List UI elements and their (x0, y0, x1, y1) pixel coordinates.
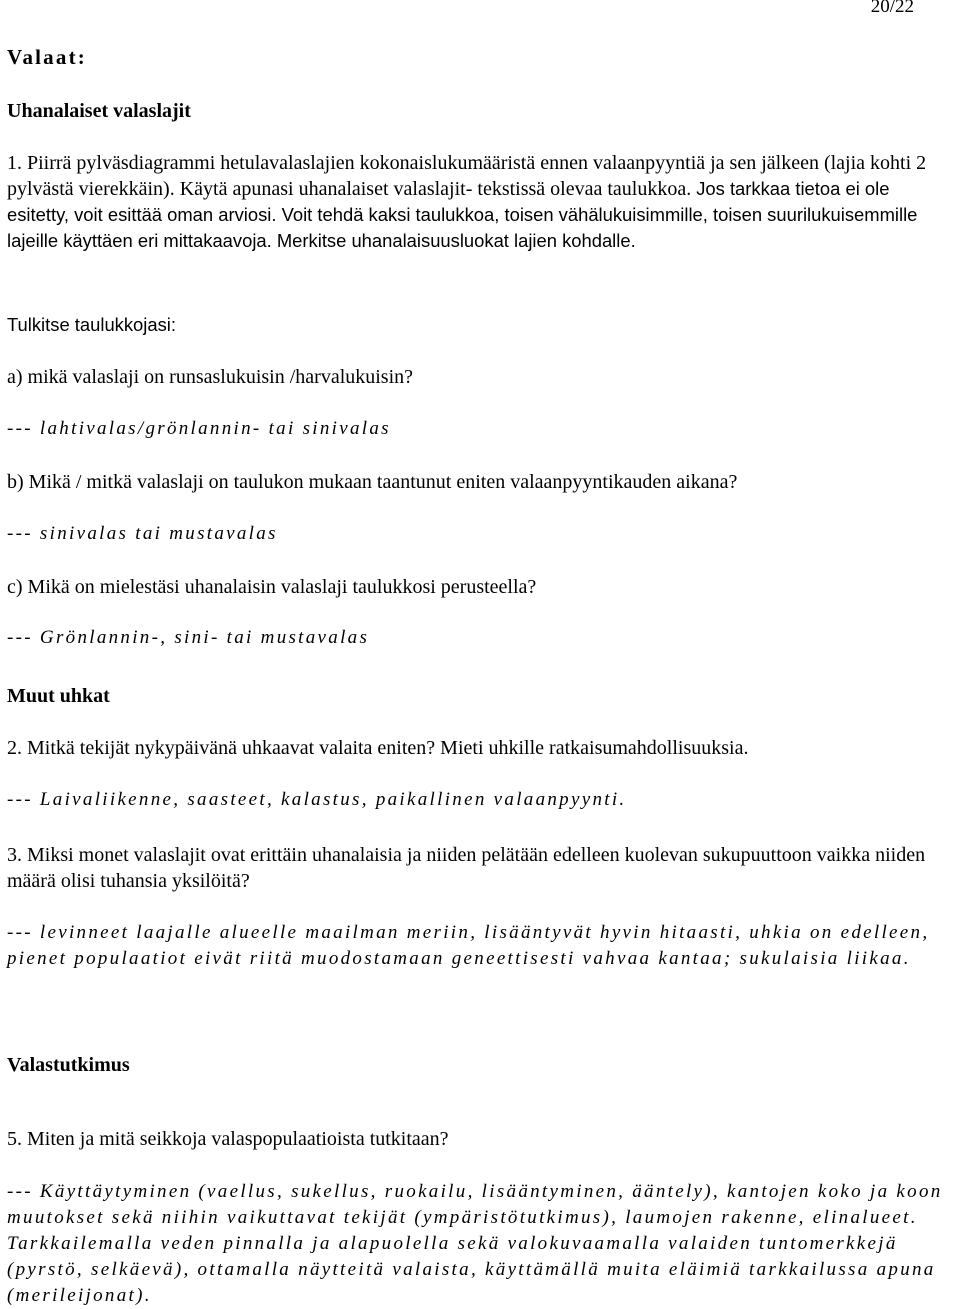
task-1-text: 1. Piirrä pylväsdiagrammi hetulavalaslajien kokonaislukumääristä ennen valaanpyyntiä ja sen jälkeen (lajia kohti 2 pylvästä vierekkäin). Käytä apunasi uhanalaiset valaslajit- tekstissä olevaa taulukkoa. (7, 152, 927, 200)
question-3: 3. Miksi monet valaslajit ovat erittäin uhanalaisia ja niiden pelätään edelleen kuolevan sukupuuttoon vaikka niiden määrä olisi tuhansia yksilöitä? (7, 844, 926, 892)
answer-5: --- Käyttäytyminen (vaellus, sukellus, ruokailu, lisääntyminen, ääntely), kantojen koko ja koon muutokset sekä niihin vaikuttavat tekijät (ympäristötutkimus), laumojen rakenne, elinalueet. Tarkkailemalla veden pinnalla ja alapuolella sekä valokuvaamalla valaiden tuntomerkkejä (pyrstö, selkäevä), ottamalla näytteitä valaista, käyttämällä muita eläimiä tarkkailussa apuna (merileijonat). (7, 1181, 943, 1306)
question-2: 2. Mitkä tekijät nykypäivänä uhkaavat valaita eniten? Mieti uhkille ratkaisumahdollisuuksia. (7, 737, 749, 759)
question-5: 5. Miten ja mitä seikkoja valaspopulaatioista tutkitaan? (7, 1128, 449, 1150)
answer-b: --- sinivalas tai mustavalas (7, 523, 278, 544)
page-title: Valaat: (7, 45, 87, 69)
page-number: 20/22 (870, 0, 914, 17)
interpret-label: Tulkitse taulukkojasi: (7, 314, 176, 335)
question-b: b) Mikä / mitkä valaslaji on taulukon mukaan taantunut eniten valaanpyyntikauden aikana? (7, 471, 738, 493)
answer-c: --- Grönlannin-, sini- tai mustavalas (7, 627, 370, 648)
answer-3: --- levinneet laajalle alueelle maailman meriin, lisääntyvät hyvin hitaasti, uhkia on edelleen, pienet populaatiot eivät riitä muodostamaan geneettisesti vahvaa kantaa; sukulaisia liikaa. (7, 922, 930, 969)
section-heading-other-threats: Muut uhkat (7, 685, 110, 707)
task-1-instructions: Jos tarkkaa tietoa ei ole esitetty, voit esittää oman arviosi. Voit tehdä kaksi taulukkoa, toisen vähälukuisimmille, toisen suurilukuisemmille lajeille käyttäen eri mittakaavoja. Merkitse uhanalaisuusluokat lajien kohdalle. (7, 178, 918, 251)
section-heading-whale-research: Valastutkimus (7, 1054, 130, 1076)
answer-2: --- Laivaliikenne, saasteet, kalastus, paikallinen valaanpyynti. (7, 789, 627, 810)
section-heading-endangered: Uhanalaiset valaslajit (7, 100, 191, 122)
answer-a: --- lahtivalas/grönlannin- tai sinivalas (7, 418, 391, 439)
question-c: c) Mikä on mielestäsi uhanalaisin valaslaji taulukkosi perusteella? (7, 576, 537, 598)
question-a: a) mikä valaslaji on runsaslukuisin /harvalukuisin? (7, 366, 414, 388)
task-1 (7, 150, 956, 254)
